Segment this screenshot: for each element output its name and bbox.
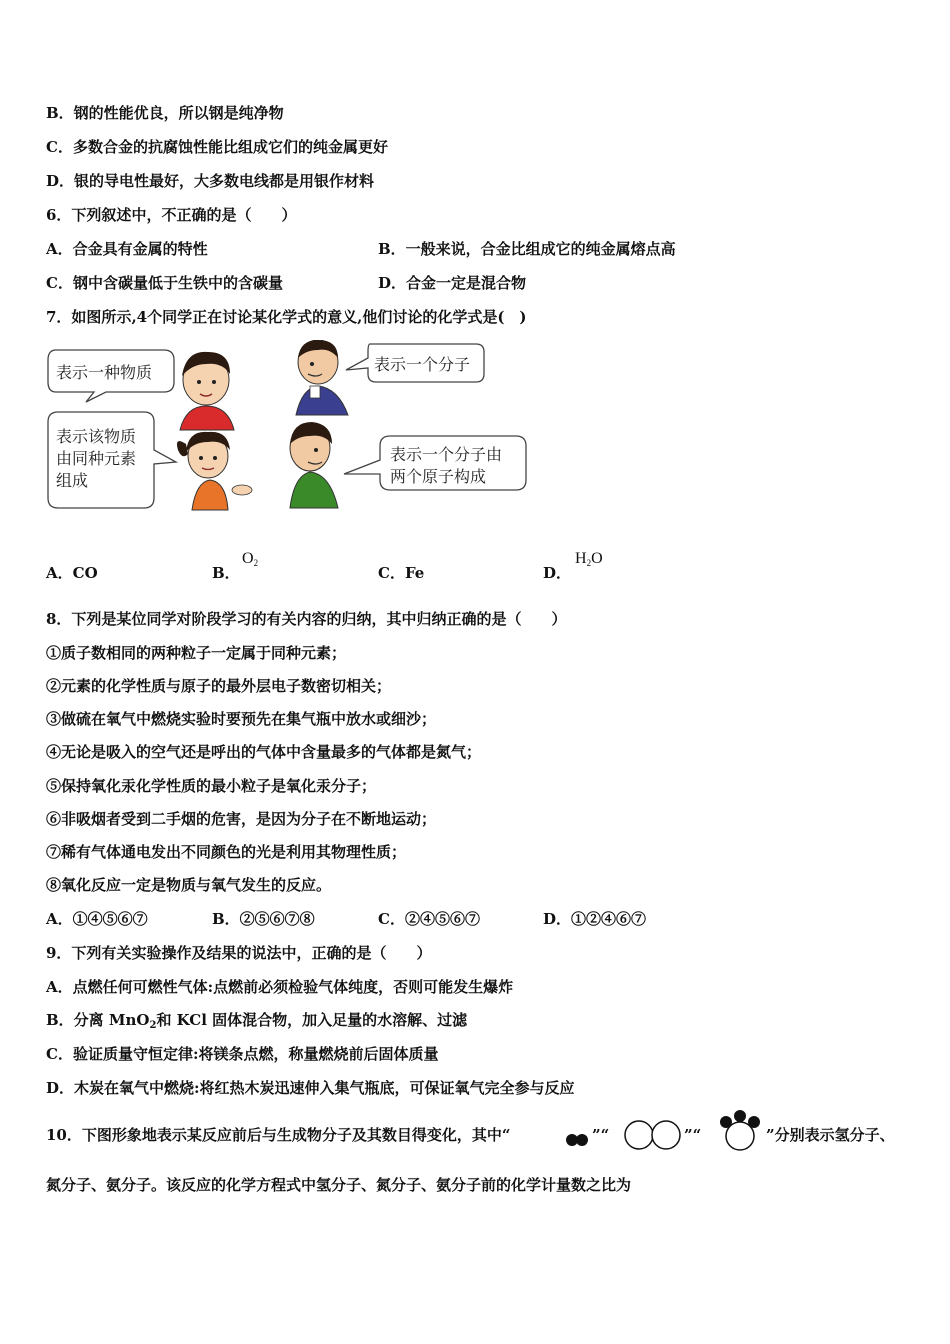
q9-option-b: B．分离 MnO$_2$和 KCl 固体混合物，加入足量的水溶解、过滤 bbox=[46, 1011, 468, 1031]
formula-h2o: $H_2O$ bbox=[575, 550, 603, 568]
question-10-quote-1: ”“ bbox=[592, 1126, 610, 1144]
bubble-4-line-2: 两个原子构成 bbox=[390, 467, 487, 486]
q8-statement-5: ⑤保持氧化汞化学性质的最小粒子是氧化汞分子； bbox=[46, 777, 377, 795]
question-10-start: 10．下图形象地表示某反应前后与生成物分子及其数目得变化，其中“ bbox=[46, 1126, 511, 1144]
bubble-3-line-2: 由同种元素 bbox=[56, 449, 137, 468]
q7-option-b: B． bbox=[212, 564, 240, 582]
q8-statement-2: ②元素的化学性质与原子的最外层电子数密切相关； bbox=[46, 677, 392, 695]
ammonia-molecule-icon bbox=[714, 1108, 766, 1156]
bubble-3-line-1: 表示该物质 bbox=[56, 427, 137, 446]
q8-statement-6: ⑥非吸烟者受到二手烟的危害，是因为分子在不断地运动； bbox=[46, 810, 437, 828]
student-man-blue-shirt bbox=[296, 340, 348, 415]
question-10-end: ”分别表示氢分子、 bbox=[766, 1126, 895, 1144]
q8-option-a: A．①④⑤⑥⑦ bbox=[46, 910, 148, 928]
bubble-2-text: 表示一个分子 bbox=[374, 355, 471, 374]
students-discussion-figure bbox=[46, 340, 536, 515]
bubble-4-line-1: 表示一个分子由 bbox=[390, 445, 503, 464]
q8-statement-3: ③做硫在氧气中燃烧实验时要预先在集气瓶中放水或细沙； bbox=[46, 710, 437, 728]
q5-option-c: C．多数合金的抗腐蚀性能比组成它们的纯金属更好 bbox=[46, 138, 388, 156]
question-7: 7．如图所示,4个同学正在讨论某化学式的意义,他们讨论的化学式是( ) bbox=[46, 308, 527, 326]
speech-bubble-4 bbox=[344, 436, 526, 490]
student-boy-green-shirt bbox=[290, 422, 338, 508]
student-boy-red-shirt bbox=[180, 352, 234, 430]
question-6: 6．下列叙述中，不正确的是（ ） bbox=[46, 206, 297, 224]
q5-option-b: B．钢的性能优良，所以钢是纯净物 bbox=[46, 104, 284, 122]
question-10-quote-2: ”“ bbox=[684, 1126, 702, 1144]
q8-statement-8: ⑧氧化反应一定是物质与氧气发生的反应。 bbox=[46, 876, 332, 894]
bubble-3-line-3: 组成 bbox=[56, 471, 89, 490]
q8-option-d: D．①②④⑥⑦ bbox=[543, 910, 647, 928]
nitrogen-molecule-icon bbox=[622, 1118, 684, 1156]
q8-option-c: C．②④⑤⑥⑦ bbox=[378, 910, 480, 928]
q8-statement-1: ①质子数相同的两种粒子一定属于同种元素； bbox=[46, 644, 347, 662]
q7-option-a: A．CO bbox=[46, 564, 98, 582]
student-girl-orange-shirt bbox=[177, 432, 252, 510]
q6-option-d: D．合金一定是混合物 bbox=[378, 274, 527, 292]
question-9: 9．下列有关实验操作及结果的说法中，正确的是（ ） bbox=[46, 944, 432, 962]
q6-option-c: C．钢中含碳量低于生铁中的含碳量 bbox=[46, 274, 283, 292]
q9-option-c: C．验证质量守恒定律:将镁条点燃，称量燃烧前后固体质量 bbox=[46, 1045, 439, 1063]
speech-bubble-1 bbox=[48, 350, 174, 402]
q8-option-b: B．②⑤⑥⑦⑧ bbox=[212, 910, 315, 928]
q8-statement-4: ④无论是吸入的空气还是呼出的气体中含量最多的气体都是氮气； bbox=[46, 743, 482, 761]
hydrogen-molecule-icon bbox=[564, 1130, 590, 1152]
q9-option-d: D．木炭在氧气中燃烧:将红热木炭迅速伸入集气瓶底，可保证氧气完全参与反应 bbox=[46, 1079, 575, 1097]
q6-option-a: A．合金具有金属的特性 bbox=[46, 240, 208, 258]
speech-bubble-2 bbox=[346, 344, 484, 382]
q6-option-b: B．一般来说，合金比组成它的纯金属熔点高 bbox=[378, 240, 676, 258]
q7-option-c: C．Fe bbox=[378, 564, 425, 582]
question-8: 8．下列是某位同学对阶段学习的有关内容的归纳，其中归纳正确的是（ ） bbox=[46, 610, 567, 628]
question-10-continuation: 氮分子、氨分子。该反应的化学方程式中氢分子、氮分子、氨分子前的化学计量数之比为 bbox=[46, 1176, 632, 1194]
q8-statement-7: ⑦稀有气体通电发出不同颜色的光是利用其物理性质； bbox=[46, 843, 407, 861]
speech-bubble-3 bbox=[48, 412, 176, 508]
q9-option-a: A．点燃任何可燃性气体:点燃前必须检验气体纯度，否则可能发生爆炸 bbox=[46, 978, 514, 996]
formula-o2: $O_2$ bbox=[242, 550, 259, 568]
bubble-1-text: 表示一种物质 bbox=[56, 363, 153, 382]
q5-option-d: D．银的导电性最好，大多数电线都是用银作材料 bbox=[46, 172, 375, 190]
q7-option-d: D． bbox=[543, 564, 572, 582]
